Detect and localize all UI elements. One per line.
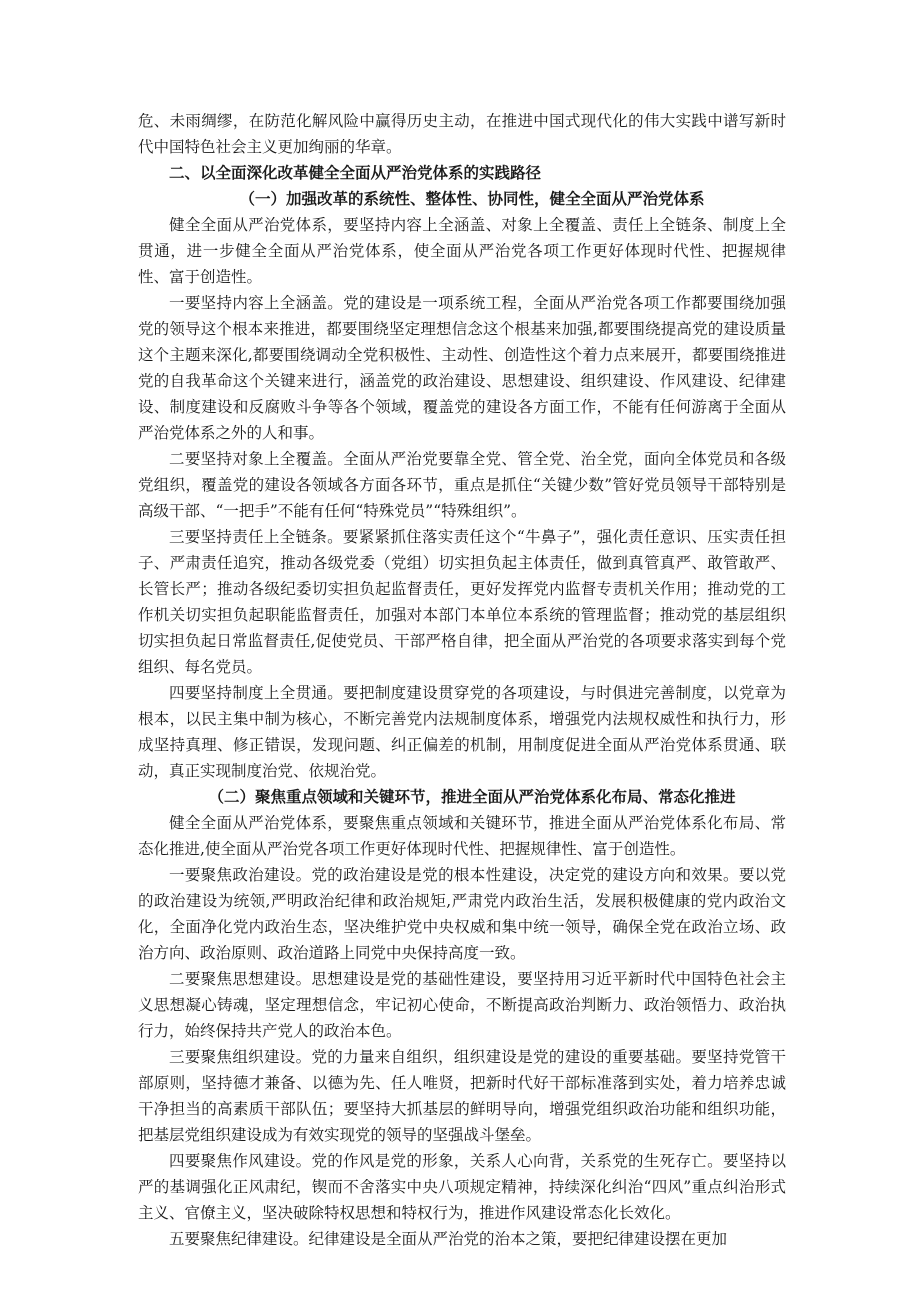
paragraph: 三要坚持责任上全链条。要紧紧抓住落实责任这个“牛鼻子”，强化责任意识、压实责任担子、严肃责任追究，推动各级党委（党组）切实担负起主体责任，做到真管真严、敢管敢严、长管长严；推动各级纪委切实担负起监督责任，更好发挥党内监督专责机关作用；推动党的工作机关切实担负起职能监督责任，加强对本部门本单位本系统的管理监督；推动党的基层组织切实担负起日常监督责任,促使党员、干部严格自律，把全面从严治党的各项要求落实到每个党组织、每名党员。: [138, 528, 786, 676]
paragraph: 五要聚焦纪律建设。纪律建设是全面从严治党的治本之策，要把纪律建设摆在更加: [169, 1230, 728, 1248]
paragraph-continued: 危、未雨绸缪，在防范化解风险中赢得历史主动，在推进中国式现代化的伟大实践中谱写新时代中国特色社会主义更加绚丽的华章。: [138, 112, 786, 156]
paragraph: 四要坚持制度上全贯通。要把制度建设贯穿党的各项建设，与时俱进完善制度，以党章为根本，以民主集中制为核心，不断完善党内法规制度体系，增强党内法规权威性和执行力，形成坚持真理、修正错误，发现问题、纠正偏差的机制，用制度促进全面从严治党体系贯通、联动，真正实现制度治党、依规治党。: [138, 684, 786, 780]
paragraph: 四要聚焦作风建设。党的作风是党的形象，关系人心向背，关系党的生死存亡。要坚持以严的基调强化正风肃纪，锲而不舍落实中央八项规定精神，持续深化纠治“四风”重点纠治形式主义、官僚主义，坚决破除特权思想和特权行为，推进作风建设常态化长效化。: [138, 1152, 786, 1222]
paragraph: 健全全面从严治党体系，要聚焦重点领域和关键环节，推进全面从严治党体系化布局、常态化推进,使全面从严治党各项工作更好体现时代性、把握规律性、富于创造性。: [138, 814, 786, 858]
section-heading: 二、以全面深化改革健全全面从严治党体系的实践路径: [169, 163, 542, 182]
paragraph: 二要坚持对象上全覆盖。全面从严治党要靠全党、管全党、治全党，面向全体党员和各级党组织，覆盖党的建设各领域各方面各环节，重点是抓住“关键少数”管好党员领导干部特别是高级干部、“一把手”不能有任何“特殊党员”“特殊组织”。: [138, 450, 786, 520]
paragraph: 一要聚焦政治建设。党的政治建设是党的根本性建设，决定党的建设方向和效果。要以党的政治建设为统领,严明政治纪律和政治规矩,严肃党内政治生活，发展积极健康的党内政治文化，全面净化党内政治生态，坚决维护党中央权威和集中统一领导，确保全党在政治立场、政治方向、政治原则、政治道路上同党中央保持高度一致。: [138, 866, 786, 962]
document-page: [138, 108, 786, 1252]
paragraph: 三要聚焦组织建设。党的力量来自组织，组织建设是党的建设的重要基础。要坚持党管干部原则，坚持德才兼备、以德为先、任人唯贤，把新时代好干部标准落到实处，着力培养忠诚干净担当的高素质干部队伍；要坚持大抓基层的鲜明导向，增强党组织政治功能和组织功能，把基层党组织建设成为有效实现党的领导的坚强战斗堡垒。: [138, 1048, 786, 1144]
paragraph: 一要坚持内容上全涵盖。党的建设是一项系统工程，全面从严治党各项工作都要围绕加强党的领导这个根本来推进，都要围绕坚定理想信念这个根基来加强,都要围绕提高党的建设质量这个主题来深化,都要围绕调动全党积极性、主动性、创造性这个着力点来展开，都要围绕推进党的自我革命这个关键来进行，涵盖党的政治建设、思想建设、组织建设、作风建设、纪律建设、制度建设和反腐败斗争等各个领域，覆盖党的建设各方面工作，不能有任何游离于全面从严治党体系之外的人和事。: [138, 294, 786, 442]
paragraph: 健全全面从严治党体系，要坚持内容上全涵盖、对象上全覆盖、责任上全链条、制度上全贯通，进一步健全全面从严治党体系，使全面从严治党各项工作更好体现时代性、把握规律性、富于创造性。: [138, 216, 786, 286]
paragraph: 二要聚焦思想建设。思想建设是党的基础性建设，要坚持用习近平新时代中国特色社会主义思想凝心铸魂，坚定理想信念，牢记初心使命，不断提高政治判断力、政治领悟力、政治执行力，始终保持共产党人的政治本色。: [138, 970, 786, 1040]
subsection-heading: （二）聚焦重点领域和关键环节，推进全面从严治党体系化布局、常态化推进: [208, 787, 736, 806]
subsection-heading: （一）加强改革的系统性、整体性、协同性，健全全面从严治党体系: [239, 189, 705, 208]
